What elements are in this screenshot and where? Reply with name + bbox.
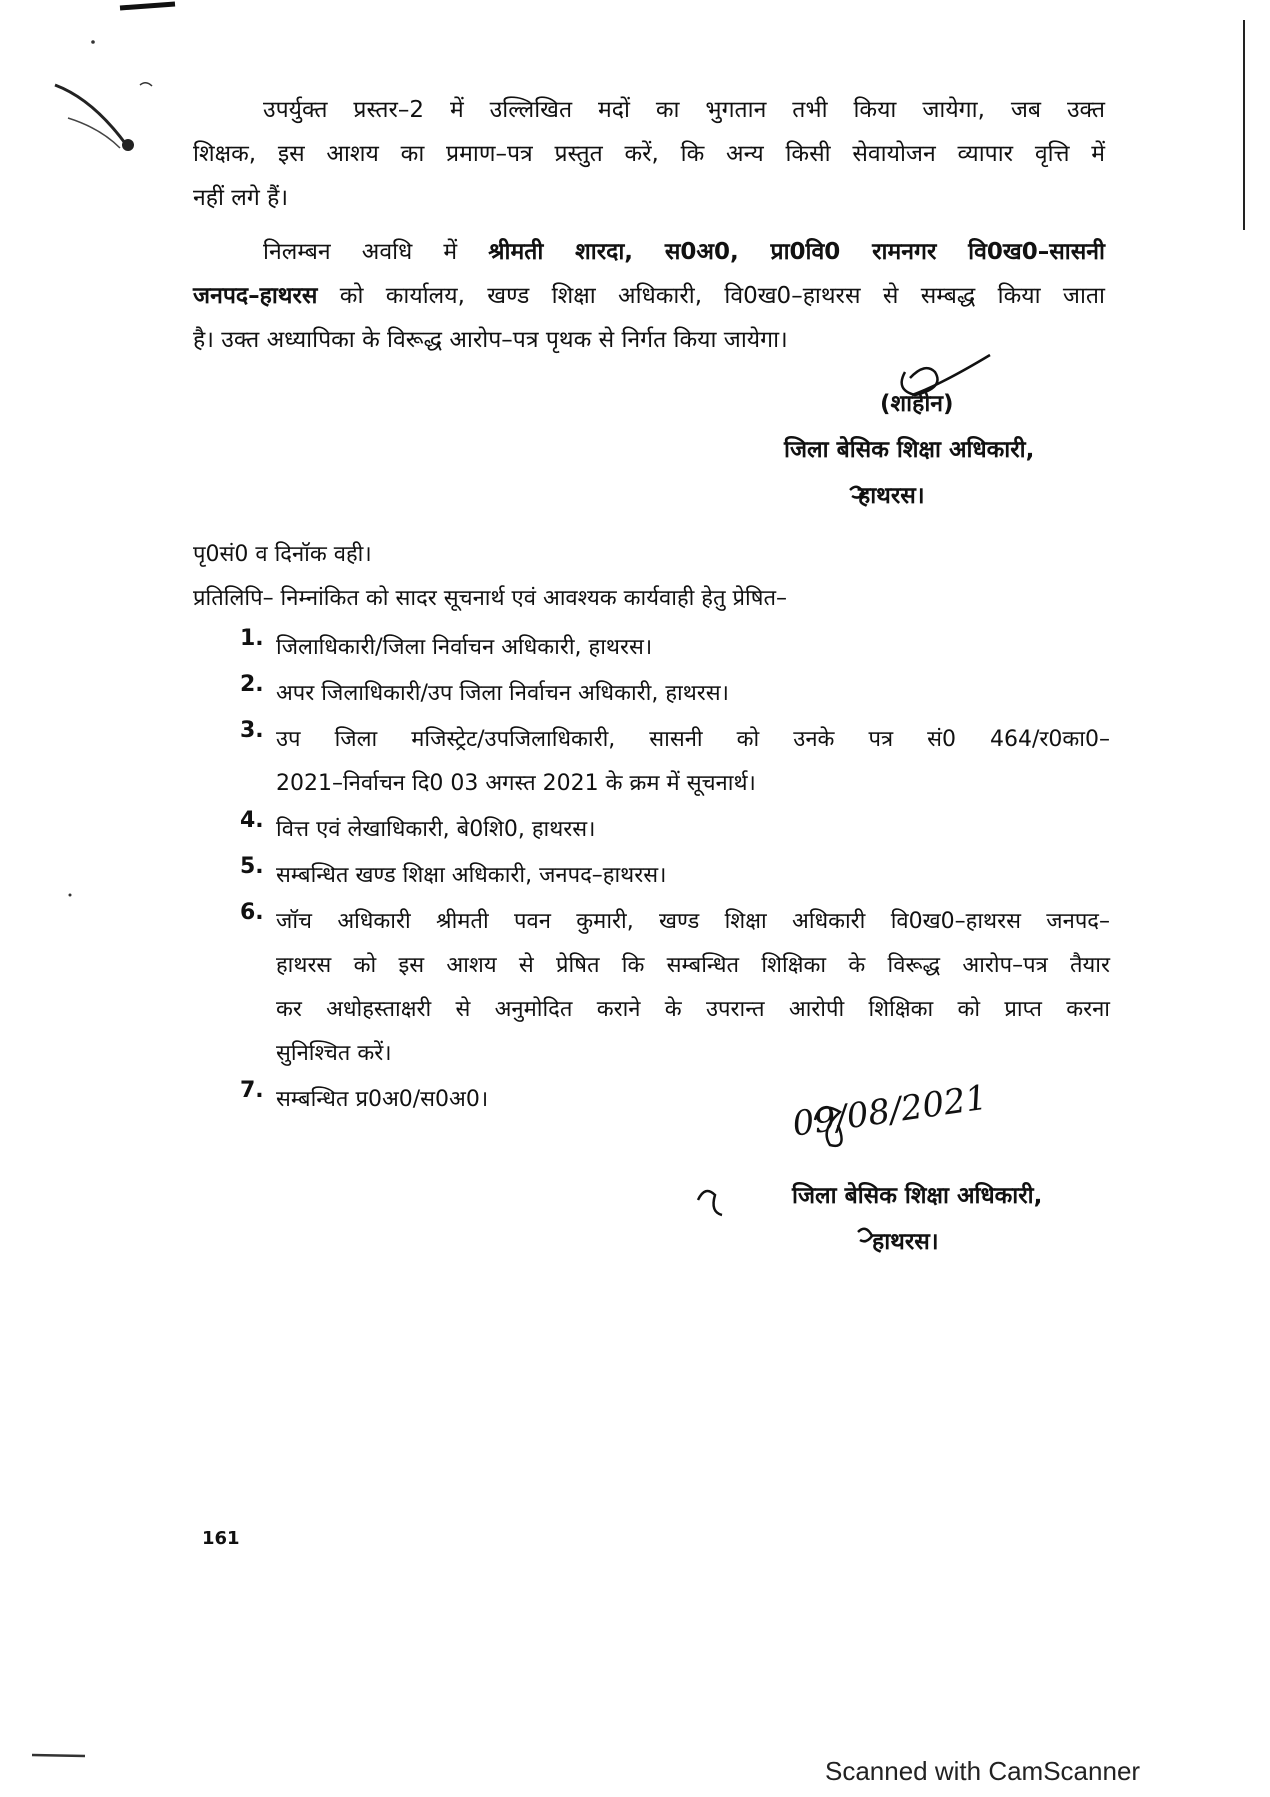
top-scan-mark — [120, 4, 175, 8]
list-item: 3. उप जिला मजिस्ट्रेट/उपजिलाधिकारी, सासनी को उनके पत्र सं0 464/र0का0– 2021–निर्वाचन दि0 03 अगस्त 2021 के क्रम में सूचनार्थ। — [240, 718, 1110, 796]
bottom-scan-mark — [32, 1755, 85, 1756]
list-item: 7. सम्बन्धित प्र0अ0/स0अ0। — [240, 1078, 489, 1112]
list-item: 1. जिलाधिकारी/जिला निर्वाचन अधिकारी, हाथरस। — [240, 626, 653, 660]
paragraph-1-line-1: उपर्युक्त प्रस्तर–2 में उल्लिखित मदों का भुगतान तभी किया जायेगा, जब उक्त — [263, 97, 1105, 123]
signatory-designation-2: जिला बेसिक शिक्षा अधिकारी, — [792, 1183, 1043, 1209]
recipient-list — [240, 626, 1110, 1124]
paragraph-1 — [193, 88, 1105, 220]
paragraph-1-line-3: नहीं लगे हैं। — [193, 185, 289, 211]
handwritten-date: 09/08/2021 — [790, 1077, 990, 1145]
paragraph-2-line-3: है। उक्त अध्यापिका के विरूद्ध आरोप–पत्र पृथक से निर्गत किया जायेगा। — [193, 327, 788, 353]
paragraph-2 — [193, 230, 1105, 362]
list-item: 2. अपर जिलाधिकारी/उप जिला निर्वाचन अधिकारी, हाथरस। — [240, 672, 730, 706]
margin-dot — [122, 139, 134, 151]
paragraph-2-line-1: निलम्बन अवधि में श्रीमती शारदा, स0अ0, प्रा0वि0 रामनगर वि0ख0–सासनी — [263, 239, 1106, 265]
list-item: 6. जॉच अधिकारी श्रीमती पवन कुमारी, खण्ड शिक्षा अधिकारी वि0ख0–हाथरस जनपद– हाथरस को इस आशय से प्रेषित कि सम्बन्धित शिक्षिका के विरूद्ध आरोप–पत्र तैयार कर अधोहस्ताक्षरी से अनुमोदित कराने के उपरान्त आरोपी शिक्षिका को प्राप्त करना सुनिश्चित करें। — [240, 900, 1110, 1066]
camscanner-watermark: Scanned with CamScanner — [825, 1756, 1141, 1786]
margin-scribble — [55, 85, 130, 150]
paragraph-2-line-2: जनपद–हाथरस को कार्यालय, खण्ड शिक्षा अधिकारी, वि0ख0–हाथरस से सम्बद्ध किया जाता — [193, 283, 1105, 309]
signatory-place-2: हाथरस। — [872, 1229, 939, 1255]
copy-to-heading: प्रतिलिपि– निम्नांकित को सादर सूचनार्थ एवं आवश्यक कार्यवाही हेतु प्रेषित– — [193, 586, 787, 611]
list-item: 5. सम्बन्धित खण्ड शिक्षा अधिकारी, जनपद–हाथरस। — [240, 854, 667, 888]
margin-scribble-2 — [68, 118, 120, 148]
page-number: 161 — [202, 1528, 240, 1549]
reference-line: पृ0सं0 व दिनॉक वही। — [193, 542, 372, 567]
signatory-name: (शाहीन) — [880, 391, 954, 417]
signatory-designation-1: जिला बेसिक शिक्षा अधिकारी, — [784, 437, 1035, 463]
signature-1 — [850, 355, 990, 498]
list-item: 4. वित्त एवं लेखाधिकारी, बे0शि0, हाथरस। — [240, 808, 596, 842]
signatory-place-1: हाथरस। — [858, 483, 925, 509]
paragraph-1-line-2: शिक्षक, इस आशय का प्रमाण–पत्र प्रस्तुत करें, कि अन्य किसी सेवायोजन व्यापार वृत्ति में — [193, 141, 1105, 167]
